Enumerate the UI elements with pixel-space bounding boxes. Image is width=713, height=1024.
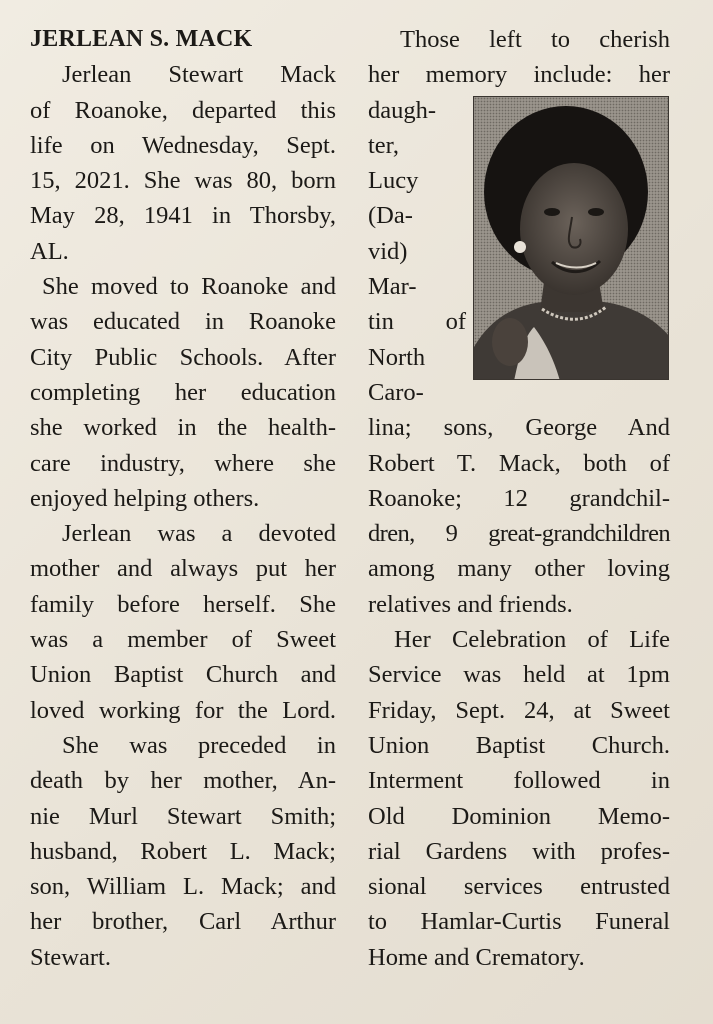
- text-line: North: [368, 343, 426, 371]
- text-line: Stewart.: [30, 943, 111, 971]
- text-line: tin of: [368, 308, 466, 336]
- portrait-photo: [473, 96, 669, 380]
- text-line: Robert T. Mack, both of: [368, 449, 670, 477]
- text-line: relatives and friends.: [368, 590, 573, 618]
- text-line: loved working for the Lord.: [30, 696, 336, 724]
- text-line: Service was held at 1pm: [368, 661, 670, 689]
- text-line: husband, Robert L. Mack;: [30, 837, 336, 865]
- text-line: son, William L. Mack; and: [30, 873, 336, 901]
- left-column: [30, 22, 336, 975]
- text-line: Her Celebration of Life: [394, 626, 670, 654]
- text-line: death by her mother, An-: [30, 767, 336, 795]
- text-line: completing her education: [30, 378, 336, 406]
- text-line: (Da-: [368, 202, 413, 230]
- text-line: Lucy: [368, 167, 419, 195]
- text-line: she worked in the health-: [30, 414, 336, 442]
- text-line: her memory include: her: [368, 61, 670, 89]
- text-line: among many other loving: [368, 555, 670, 583]
- text-line: She was preceded in: [62, 731, 336, 759]
- text-line: mother and always put her: [30, 555, 336, 583]
- text-line: was a member of Sweet: [30, 626, 336, 654]
- text-line: Friday, Sept. 24, at Sweet: [368, 696, 670, 724]
- text-line: family before herself. She: [30, 590, 336, 618]
- obituary-title: JERLEAN S. MACK: [30, 26, 253, 52]
- text-line: Mar-: [368, 273, 417, 301]
- text-line: was educated in Roanoke: [30, 308, 336, 336]
- text-line: dren, 9 great-grandchildren: [368, 520, 670, 548]
- text-line: of Roanoke, departed this: [30, 96, 336, 124]
- text-line: lina; sons, George And: [368, 414, 670, 442]
- text-line: nie Murl Stewart Smith;: [30, 802, 336, 830]
- text-line: rial Gardens with profes-: [368, 837, 670, 865]
- text-line: ter,: [368, 131, 399, 159]
- text-line: Home and Crematory.: [368, 943, 585, 971]
- text-line: daugh-: [368, 96, 437, 124]
- text-line: AL.: [30, 237, 69, 265]
- text-line: City Public Schools. After: [30, 343, 336, 371]
- text-line: She moved to Roanoke and: [42, 273, 336, 301]
- text-line: vid): [368, 237, 408, 265]
- text-line: Interment followed in: [368, 767, 670, 795]
- text-line: Union Baptist Church.: [368, 731, 670, 759]
- text-line: May 28, 1941 in Thorsby,: [30, 202, 336, 230]
- text-line: sional services entrusted: [368, 873, 670, 901]
- text-line: Old Dominion Memo-: [368, 802, 670, 830]
- text-line: life on Wednesday, Sept.: [30, 131, 336, 159]
- text-line: Jerlean Stewart Mack: [62, 61, 336, 89]
- text-line: to Hamlar-Curtis Funeral: [368, 908, 670, 936]
- text-line: her brother, Carl Arthur: [30, 908, 336, 936]
- text-line: Union Baptist Church and: [30, 661, 336, 689]
- text-line: Those left to cherish: [400, 26, 670, 53]
- text-line: Jerlean was a devoted: [62, 520, 336, 548]
- text-line: 15, 2021. She was 80, born: [30, 167, 336, 195]
- text-line: Caro-: [368, 378, 424, 406]
- text-line: enjoyed helping others.: [30, 484, 260, 512]
- text-line: care industry, where she: [30, 449, 336, 477]
- text-line: Roanoke; 12 grandchil-: [368, 484, 670, 512]
- portrait-image: [474, 97, 669, 380]
